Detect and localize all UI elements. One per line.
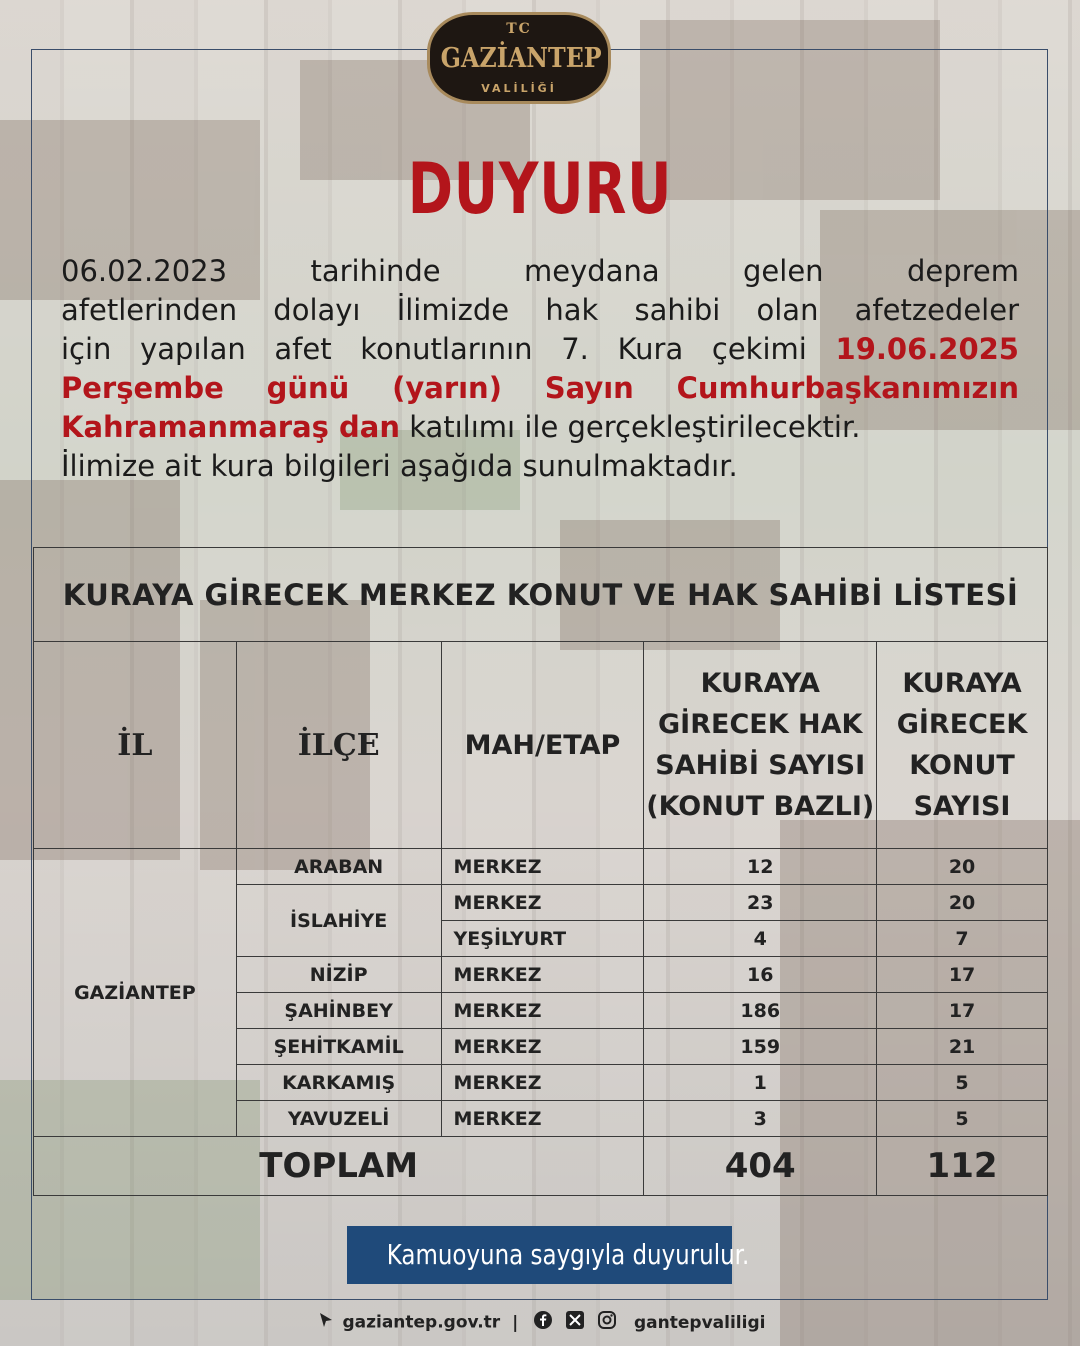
konut-cell: 5: [877, 1065, 1048, 1101]
table-header-row: [34, 642, 1048, 849]
hak-cell: 12: [644, 849, 877, 885]
announcement-line-5: [61, 408, 1019, 447]
il-cell: GAZİANTEP: [34, 849, 237, 1137]
closing-banner: [347, 1226, 750, 1284]
header-konut-line: KURAYA: [902, 668, 1022, 699]
logo-sub-text: VALİLİĞİ: [481, 82, 557, 95]
announcement-line-2: afetlerinden dolayı İlimizde hak sahibi olan afetzedeler: [61, 293, 1019, 327]
announcement-line-3: [61, 330, 1019, 369]
logo-tc-text: TC: [506, 21, 532, 37]
ilce-cell: ŞAHİNBEY: [236, 993, 441, 1029]
ilce-cell: İSLAHİYE: [236, 885, 441, 957]
header-mah-etap: MAH/ETAP: [441, 642, 644, 849]
announcement-line-6: İlimize ait kura bilgileri aşağıda sunulmaktadır.: [61, 449, 738, 483]
header-konut-line: SAYISI: [913, 791, 1011, 822]
hak-cell: 16: [644, 957, 877, 993]
mah-cell: YEŞİLYURT: [441, 921, 644, 957]
page-title: DUYURU: [407, 148, 673, 230]
konut-cell: 17: [877, 993, 1048, 1029]
announcement-line-4: Perşembe günü (yarın) Sayın Cumhurbaşkanımızın: [61, 371, 1019, 405]
footer: [0, 1310, 1080, 1336]
total-konut: 112: [877, 1137, 1048, 1196]
website-link[interactable]: gaziantep.gov.tr: [342, 1312, 501, 1333]
draw-date-highlight: 19.06.2025: [835, 332, 1019, 366]
instagram-icon[interactable]: [597, 1310, 617, 1335]
header-hak-sahibi: [644, 642, 877, 849]
hak-cell: 4: [644, 921, 877, 957]
closing-banner-text: Kamuoyuna saygıyla duyurulur.: [386, 1238, 750, 1271]
logo-name-text: GAZİANTEP: [440, 43, 602, 74]
table-caption: KURAYA GİRECEK MERKEZ KONUT VE HAK SAHİBİ LİSTESİ: [34, 548, 1048, 642]
ilce-cell: KARKAMIŞ: [236, 1065, 441, 1101]
hak-cell: 186: [644, 993, 877, 1029]
ilce-cell: NİZİP: [236, 957, 441, 993]
facebook-icon[interactable]: [533, 1310, 553, 1335]
hak-cell: 159: [644, 1029, 877, 1065]
mah-cell: MERKEZ: [441, 957, 644, 993]
header-hak-line: (KONUT BAZLI): [646, 791, 875, 822]
table-row: [34, 849, 1048, 885]
mah-cell: MERKEZ: [441, 1101, 644, 1137]
ilce-cell: YAVUZELİ: [236, 1101, 441, 1137]
konut-cell: 20: [877, 885, 1048, 921]
header-hak-line: GİRECEK HAK: [658, 709, 863, 740]
header-hak-line: SAHİBİ SAYISI: [655, 750, 866, 781]
hak-cell: 23: [644, 885, 877, 921]
header-konut-line: GİRECEK: [896, 709, 1028, 740]
konut-cell: 5: [877, 1101, 1048, 1137]
announcement-line-3-text: için yapılan afet konutlarının 7. Kura çekimi: [61, 332, 807, 366]
mah-cell: MERKEZ: [441, 849, 644, 885]
konut-cell: 20: [877, 849, 1048, 885]
ilce-cell: ARABAN: [236, 849, 441, 885]
konut-cell: 17: [877, 957, 1048, 993]
ilce-cell: ŞEHİTKAMİL: [236, 1029, 441, 1065]
header-konut-line: KONUT: [909, 750, 1015, 781]
cursor-icon: [318, 1312, 334, 1333]
mah-cell: MERKEZ: [441, 1065, 644, 1101]
hak-cell: 1: [644, 1065, 877, 1101]
header-ilce: İLÇE: [236, 642, 441, 849]
footer-separator: |: [512, 1312, 519, 1333]
announcement-line-1: 06.02.2023 tarihinde meydana gelen deprem: [61, 254, 1019, 288]
announcement-text: [61, 252, 1019, 486]
konut-cell: 21: [877, 1029, 1048, 1065]
header-konut-sayisi: [877, 642, 1048, 849]
mah-cell: MERKEZ: [441, 993, 644, 1029]
gaziantep-valiligi-logo: [427, 12, 611, 104]
x-icon[interactable]: [565, 1310, 585, 1335]
total-label: TOPLAM: [34, 1137, 644, 1196]
mah-cell: MERKEZ: [441, 1029, 644, 1065]
header-hak-line: KURAYA: [700, 668, 820, 699]
total-hak: 404: [644, 1137, 877, 1196]
total-row: [34, 1137, 1048, 1196]
konut-cell: 7: [877, 921, 1048, 957]
mah-cell: MERKEZ: [441, 885, 644, 921]
lottery-table: [33, 547, 1048, 1196]
social-handle[interactable]: gantepvaliligi: [634, 1312, 766, 1333]
hak-cell: 3: [644, 1101, 877, 1137]
location-highlight: Kahramanmaraş dan: [61, 410, 400, 444]
announcement-line-5-text: katılımı ile gerçekleştirilecektir.: [409, 410, 861, 444]
header-il: İL: [34, 642, 237, 849]
